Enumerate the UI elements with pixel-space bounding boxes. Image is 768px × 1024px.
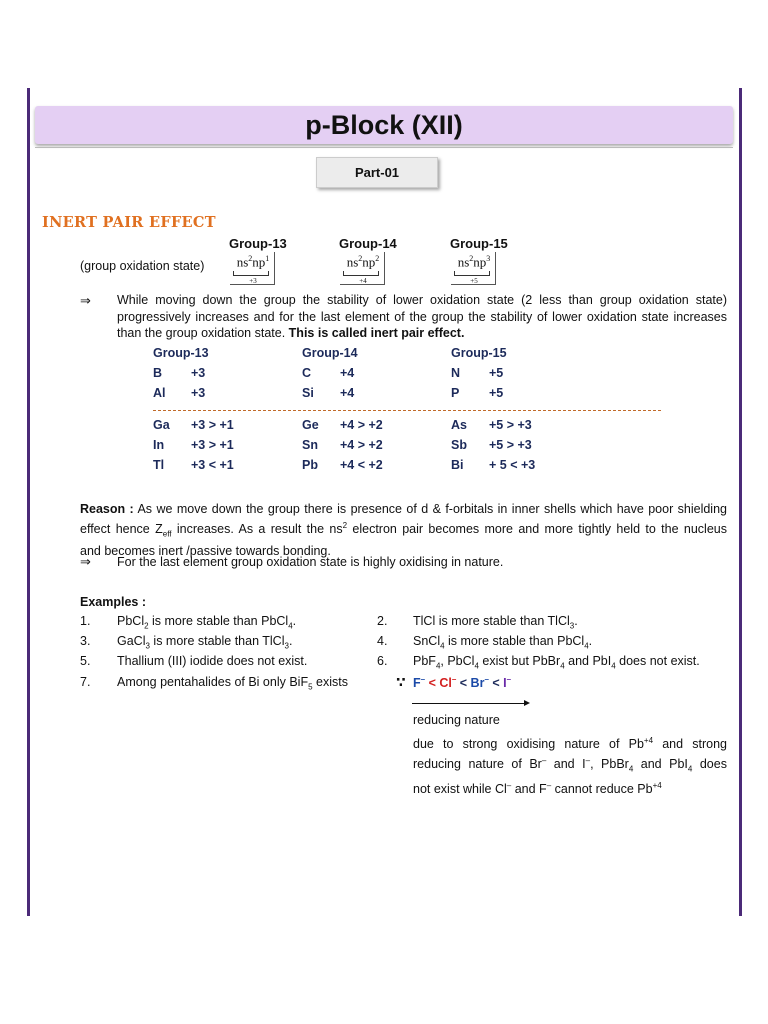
part-label	[316, 157, 438, 188]
example-number: 7.	[80, 675, 91, 689]
example-text: Among pentahalides of Bi only BiF$_5$ exists	[117, 675, 348, 692]
table-cell-element: In	[153, 438, 165, 452]
explanation-paragraph	[413, 733, 727, 797]
config-oxidation: +4	[359, 277, 367, 285]
table-cell-element: B	[153, 366, 163, 380]
reason-label: Reason :	[80, 502, 134, 516]
intro-paragraph	[117, 292, 727, 342]
table-cell-value: + 5 < +3	[489, 458, 536, 472]
table-cell-element: N	[451, 366, 461, 380]
long-right-arrow-icon	[412, 703, 528, 704]
example-text: PbF$_4$, PbCl$_4$ exist but PbBr$_4$ and PbI$_4$ does not exist.	[413, 654, 700, 671]
section-heading: INERT PAIR EFFECT	[42, 214, 216, 231]
group-14-header: Group-14	[339, 236, 397, 251]
series-less-than: <	[425, 676, 440, 691]
series-less-than: <	[488, 676, 504, 691]
example-text: TlCl is more stable than TlCl$_3$.	[413, 614, 578, 631]
halide-iodide: I–	[503, 675, 512, 691]
table-cell-value: +4	[340, 386, 355, 400]
table-cell-value: +5 > +3	[489, 418, 532, 432]
reason-paragraph	[80, 501, 727, 559]
table-cell-value: +4 < +2	[340, 458, 383, 472]
table-cell-value: +4 > +2	[340, 438, 383, 452]
config-text: $ns^2np^1$	[236, 254, 270, 270]
series-less-than: <	[456, 676, 471, 691]
table-cell-value: +3	[191, 366, 206, 380]
config-group-15	[449, 252, 499, 286]
table-cell-element: Sb	[451, 438, 467, 452]
config-text: $ns^2np^2$	[346, 254, 380, 270]
implies-arrow-icon: ⇒	[80, 293, 91, 308]
last-element-note: For the last element group oxidation state is highly oxidising in nature.	[117, 555, 504, 569]
example-number: 4.	[377, 634, 388, 648]
table-cell-value: +3	[191, 386, 206, 400]
intro-bold: This is called inert pair effect.	[288, 326, 465, 340]
table-dashed-divider	[153, 410, 661, 411]
config-oxidation: +5	[470, 277, 478, 285]
table-cell-element: Sn	[302, 438, 318, 452]
table-cell-value: +3 < +1	[191, 458, 234, 472]
page-border-left	[27, 88, 30, 916]
title-divider	[35, 147, 733, 148]
table-cell-element: Si	[302, 386, 314, 400]
example-number: 3.	[80, 634, 91, 648]
config-bracket	[233, 271, 269, 276]
table-cell-value: +4	[340, 366, 355, 380]
table-cell-element: Ga	[153, 418, 170, 432]
intro-line: than the group oxidation state. This is called inert pair effect.	[117, 326, 465, 340]
part-label-text: Part-01	[354, 165, 400, 180]
oxidation-state-label: (group oxidation state)	[80, 259, 205, 273]
halide-chloride: Cl–	[439, 675, 457, 691]
intro-line: progressively increases and for the last element of the group the stability of lower oxidation state increases	[117, 309, 727, 324]
table-cell-value: +3 > +1	[191, 418, 234, 432]
table-cell-element: As	[451, 418, 467, 432]
table-header-group-15: Group-15	[451, 346, 507, 360]
reason-line: effect hence $Z_{eff}$ increases. As a result the $ns^2$ electron pair becomes more and more tightly held to the nucleus	[80, 520, 727, 539]
table-cell-value: +5	[489, 386, 504, 400]
page-title: p-Block (XII)	[305, 109, 463, 140]
reason-line: and becomes inert /passive towards bonding.	[80, 543, 331, 558]
config-group-13	[228, 252, 278, 286]
config-group-14	[338, 252, 388, 286]
group-13-header: Group-13	[229, 236, 287, 251]
explanation-line: reducing nature of Br– and I–, PbBr$_4$ and PbI$_4$ does	[413, 755, 727, 774]
explanation-line: due to strong oxidising nature of $Pb^{+4}$ and strong	[413, 736, 728, 752]
example-text: SnCl$_4$ is more stable than PbCl$_4$.	[413, 634, 593, 651]
config-bracket	[343, 271, 379, 276]
example-text: PbCl$_2$ is more stable than PbCl$_4$.	[117, 614, 297, 631]
page-border-right	[739, 88, 742, 916]
reason-line: Reason : As we move down the group there is presence of d & f-orbitals in inner shells which have poor shielding	[80, 502, 727, 516]
table-header-group-13: Group-13	[153, 346, 209, 360]
explanation-line: not exist while Cl– and F– cannot reduce $Pb^{+4}$	[413, 780, 662, 796]
halide-fluoride: F–	[413, 675, 426, 691]
example-text: Thallium (III) iodide does not exist.	[117, 654, 308, 668]
example-number: 5.	[80, 654, 91, 668]
table-cell-element: Pb	[302, 458, 318, 472]
examples-label: Examples :	[80, 595, 147, 609]
table-cell-value: +4 > +2	[340, 418, 383, 432]
reducing-nature-label: reducing nature	[413, 713, 500, 727]
example-number: 1.	[80, 614, 91, 628]
title-bar	[35, 106, 733, 144]
table-cell-element: Ge	[302, 418, 319, 432]
halide-series	[413, 675, 511, 690]
example-number: 2.	[377, 614, 388, 628]
intro-line: While moving down the group the stability of lower oxidation state (2 less than group oxidation state)	[117, 293, 727, 307]
config-text: $ns^2np^3$	[457, 254, 491, 270]
implies-arrow-icon: ⇒	[80, 554, 91, 569]
config-oxidation: +3	[249, 277, 257, 285]
table-cell-element: P	[451, 386, 460, 400]
table-cell-value: +5 > +3	[489, 438, 532, 452]
example-text: GaCl$_3$ is more stable than TlCl$_3$.	[117, 634, 293, 651]
because-icon: ∵	[396, 674, 406, 690]
table-cell-value: +5	[489, 366, 504, 380]
group-15-header: Group-15	[450, 236, 508, 251]
example-number: 6.	[377, 654, 388, 668]
table-cell-element: Al	[153, 386, 166, 400]
table-cell-element: Bi	[451, 458, 464, 472]
config-bracket	[454, 271, 490, 276]
table-cell-element: Tl	[153, 458, 165, 472]
halide-bromide: Br–	[470, 675, 489, 691]
table-header-group-14: Group-14	[302, 346, 358, 360]
table-cell-value: +3 > +1	[191, 438, 234, 452]
table-cell-element: C	[302, 366, 312, 380]
